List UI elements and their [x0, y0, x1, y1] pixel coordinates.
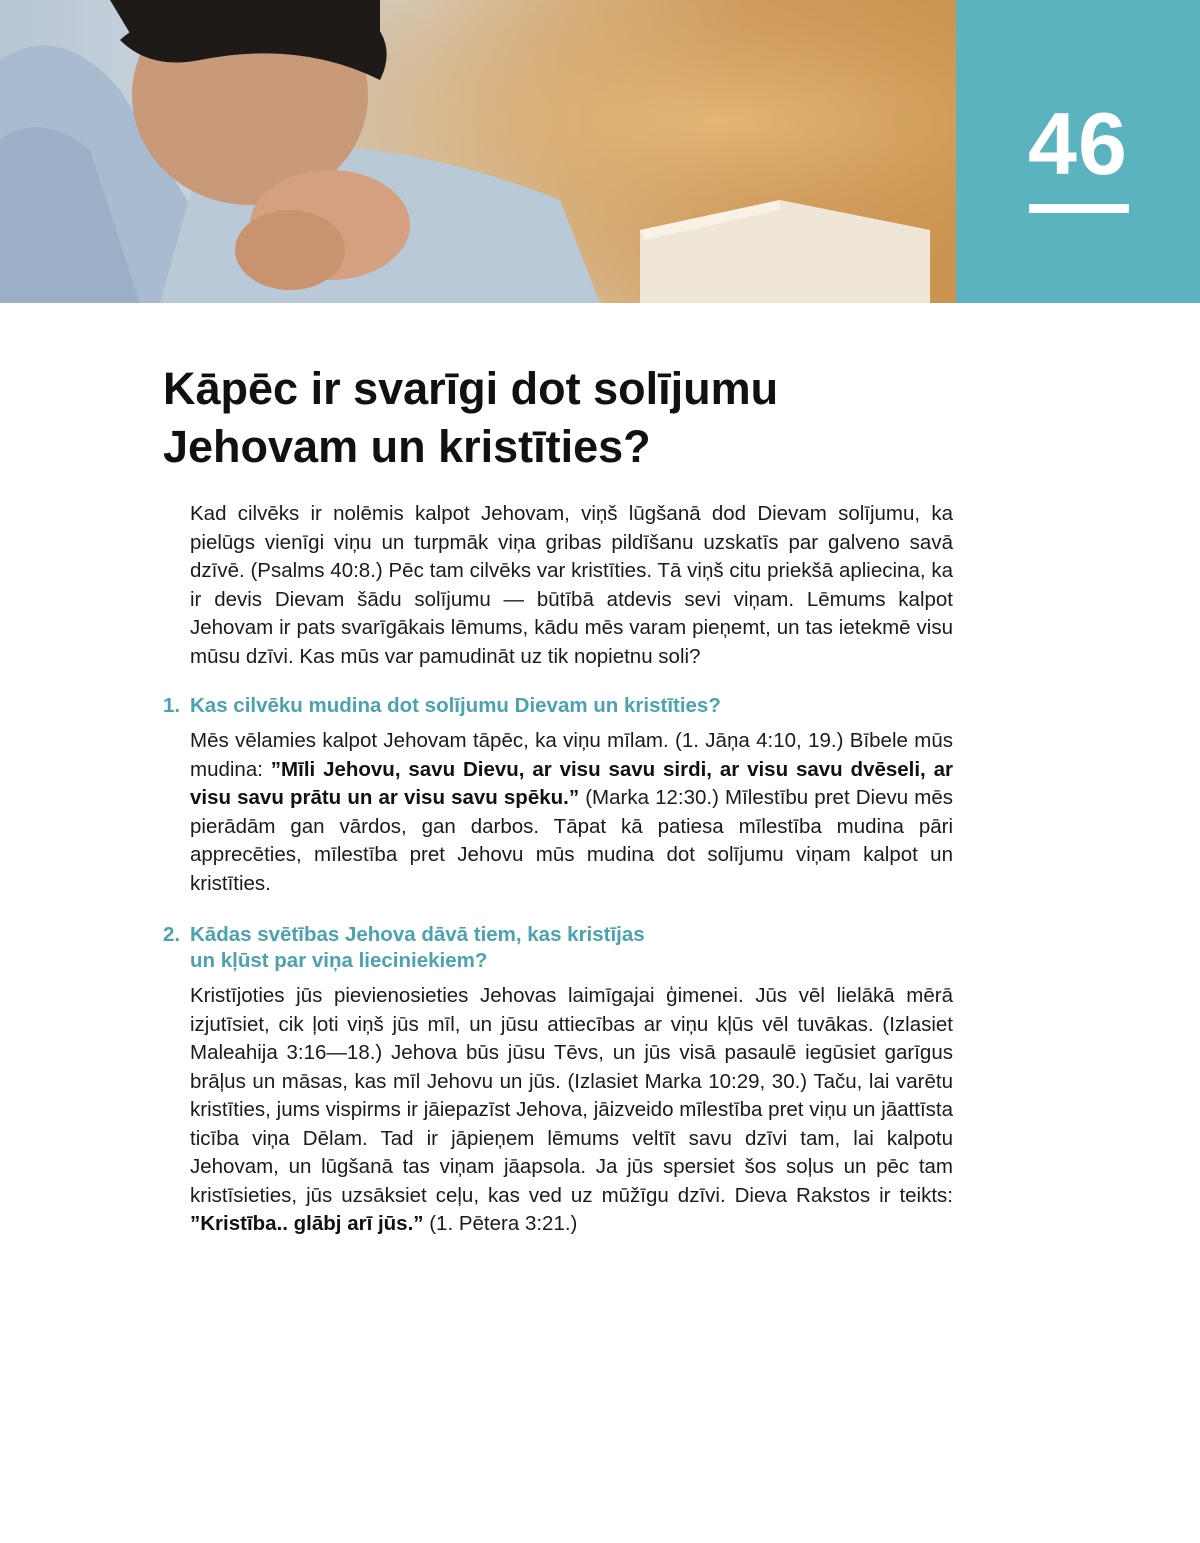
chapter-number: 46 — [1028, 94, 1128, 193]
question-heading — [163, 922, 953, 974]
intro-paragraph: Kad cilvēks ir nolēmis kalpot Jehovam, viņš lūgšanā dod Dievam solījumu, ka pielūgs vienīgi viņu un turpmāk viņa gribas pildīšanu uzskatīs par galveno savā dzīvē. (Psalms 40:8.) Pēc tam cilvēks var kristīties. Tā viņš citu priekšā apliecina, ka ir devis Dievam šādu solījumu — būtībā atdevis sevi viņam. Lēmums kalpot Jehovam ir pats svarīgākais lēmums, kādu mēs varam pieņemt, un tas ietekmē visu mūsu dzīvi. Kas mūs var pamudināt uz tik nopietnu soli? — [190, 502, 953, 668]
scripture-quote: ”Kristība.. glābj arī jūs.” — [190, 1212, 424, 1235]
chapter-underline — [1029, 204, 1129, 213]
article-body — [163, 500, 953, 1239]
page-title-line-1: Kāpēc ir svarīgi dot solījumu — [163, 363, 779, 414]
question-text — [190, 693, 721, 719]
section-1 — [163, 693, 953, 898]
question-heading — [163, 693, 953, 719]
question-text — [190, 922, 645, 974]
header-photo — [0, 0, 956, 303]
answer-text-end: (1. Pētera 3:21.) — [423, 1212, 578, 1235]
answer-paragraph — [190, 727, 953, 898]
chapter-badge — [956, 0, 1200, 303]
page-title-line-2: Jehovam un kristīties? — [163, 421, 651, 472]
question-line: Kas cilvēku mudina dot solījumu Dievam un kristīties? — [190, 694, 721, 717]
answer-text-end: (Marka 12:30.) Mīlestību pret Dievu mēs pierādām gan vārdos, gan darbos. Tāpat kā patiesa mīlestība mudina pāri apprecēties, mīlestība pret Jehovu mūs mudina dot solījumu viņam kalpot un kristīties. — [190, 786, 953, 895]
question-number: 2. — [163, 923, 181, 946]
question-number: 1. — [163, 694, 181, 717]
answer-text: Mēs vēlamies kalpot Jehovam tāpēc, ka viņu mīlam. (1. Jāņa 4:10, 19.) Bībele mūs mudina: — [190, 729, 953, 781]
answer-paragraph — [190, 982, 953, 1239]
praying-man-photo-icon — [0, 0, 956, 303]
scripture-quote: ”Mīli Jehovu, savu Dievu, ar visu savu sirdi, ar visu savu dvēseli, ar visu savu prātu un ar visu savu spēku.” — [190, 757, 953, 809]
question-line: Kādas svētības Jehova dāvā tiem, kas kristījas — [190, 923, 645, 946]
answer-text: Kristījoties jūs pievienosieties Jehovas laimīgajai ģimenei. Jūs vēl lielākā mērā izjutīsiet, cik ļoti viņš jūs mīl, un jūsu attiecības ar viņu kļūs vēl tuvākas. (Izlasiet Maleahija 3:16—18.) Jehova būs jūsu Tēvs, un jūs visā pasaulē iegūsiet garīgus brāļus un māsas, kas mīl Jehovu un jūs. (Izlasiet Marka 10:29, 30.) Taču, lai varētu kristīties, jums vispirms ir jāiepazīst Jehova, jāizveido mīlestība pret viņu un jāattīsta ticība viņa Dēlam. Tad ir jāpieņem lēmums veltīt savu dzīvi tam, lai kalpotu Jehovam, un lūgšanā tas viņam jāapsola. Ja jūs spersiet šos soļus un pēc tam kristīsieties, jūs uzsāksiet ceļu, kas ved uz mūžīgu dzīvi. Dieva Rakstos ir teikts: — [190, 984, 953, 1207]
question-line: un kļūst par viņa lieciniekiem? — [190, 949, 488, 972]
section-2 — [163, 922, 953, 1239]
page-title — [163, 360, 963, 476]
